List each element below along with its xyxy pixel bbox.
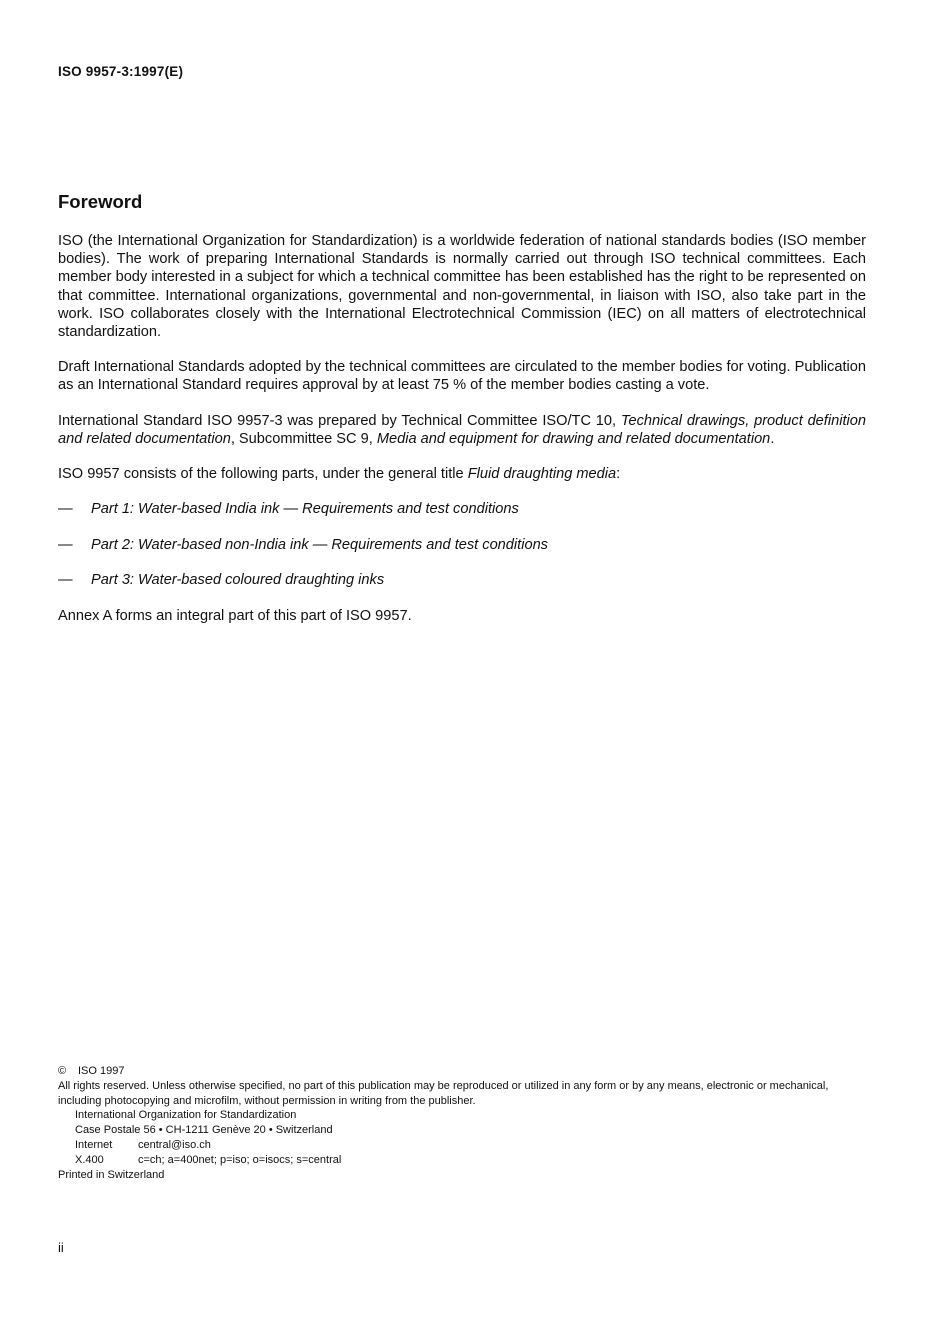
document-id: ISO 9957-3:1997(E) bbox=[58, 64, 184, 79]
internet-line bbox=[58, 1138, 866, 1153]
list-dash: — bbox=[58, 572, 73, 589]
paragraph-annex: Annex A forms an integral part of this part of ISO 9957. bbox=[58, 608, 412, 625]
x400-label: X.400 bbox=[75, 1153, 104, 1166]
text-segment: International Standard ISO 9957-3 was prepared by Technical Committee ISO/TC 10, bbox=[58, 412, 621, 429]
x400-line bbox=[58, 1153, 866, 1168]
postal-address: Case Postale 56 • CH-1211 Genève 20 • Switzerland bbox=[75, 1124, 333, 1137]
foreword-body bbox=[58, 232, 866, 642]
list-dash: — bbox=[58, 501, 73, 518]
copyright-block bbox=[58, 1064, 866, 1182]
internet-label: Internet bbox=[75, 1138, 113, 1151]
copyright-year-line bbox=[58, 1064, 866, 1079]
internet-address: central@iso.ch bbox=[138, 1138, 211, 1151]
copyright-icon: © bbox=[58, 1065, 67, 1077]
x400-address: c=ch; a=400net; p=iso; o=isocs; s=central bbox=[138, 1153, 342, 1166]
subcommittee-title: Media and equipment for drawing and related documentation bbox=[376, 430, 771, 447]
text-segment: . bbox=[770, 430, 775, 447]
text-segment: , Subcommittee SC 9, bbox=[230, 430, 377, 447]
page-number: ii bbox=[58, 1240, 64, 1255]
committee-title: Technical drawings, product definition and related documentation bbox=[58, 412, 866, 447]
part-title: Part 2: Water-based non-India ink — Requirements and test conditions bbox=[91, 536, 548, 553]
paragraph-draft-standards: Draft International Standards adopted by the technical committees are circulated to the member bodies for voting. Publication as an International Standard requires approval by at least 75 % of the member bodies casting a vote. bbox=[58, 359, 866, 394]
list-dash: — bbox=[58, 536, 73, 553]
rights-statement: All rights reserved. Unless otherwise specified, no part of this publication may be reproduced or utilized in any form or by any means, electronic or mechanical, including photocopying and microfilm, without permission in writing from the publisher. bbox=[58, 1079, 829, 1107]
copyright-year: ISO 1997 bbox=[78, 1065, 125, 1077]
paragraph-parts-intro bbox=[58, 465, 866, 483]
parts-list bbox=[58, 500, 866, 589]
list-item bbox=[58, 571, 866, 589]
text-segment: : bbox=[616, 466, 621, 483]
text-segment: ISO 9957 consists of the following parts, under the general title bbox=[58, 466, 468, 483]
paragraph-prepared-by bbox=[58, 412, 866, 448]
list-item bbox=[58, 500, 866, 518]
section-heading-foreword: Foreword bbox=[58, 191, 143, 212]
list-item bbox=[58, 536, 866, 554]
general-title: Fluid draughting media bbox=[467, 466, 617, 483]
organization-name: International Organization for Standardization bbox=[75, 1109, 297, 1122]
part-title: Part 1: Water-based India ink — Requirements and test conditions bbox=[91, 501, 519, 518]
paragraph-iso-description: ISO (the International Organization for Standardization) is a worldwide federation of national standards bodies (ISO member bodies). The work of preparing International Standards is normally carried out through ISO technical committees. Each member body interested in a subject for which a technical committee has been established has the right to be represented on that committee. International organizations, governmental and non-governmental, in liaison with ISO, also take part in the work. ISO collaborates closely with the International Electrotechnical Commission (IEC) on all matters of electrotechnical standardization. bbox=[58, 233, 866, 341]
printed-in: Printed in Switzerland bbox=[58, 1168, 165, 1181]
part-title: Part 3: Water-based coloured draughting inks bbox=[91, 572, 385, 589]
